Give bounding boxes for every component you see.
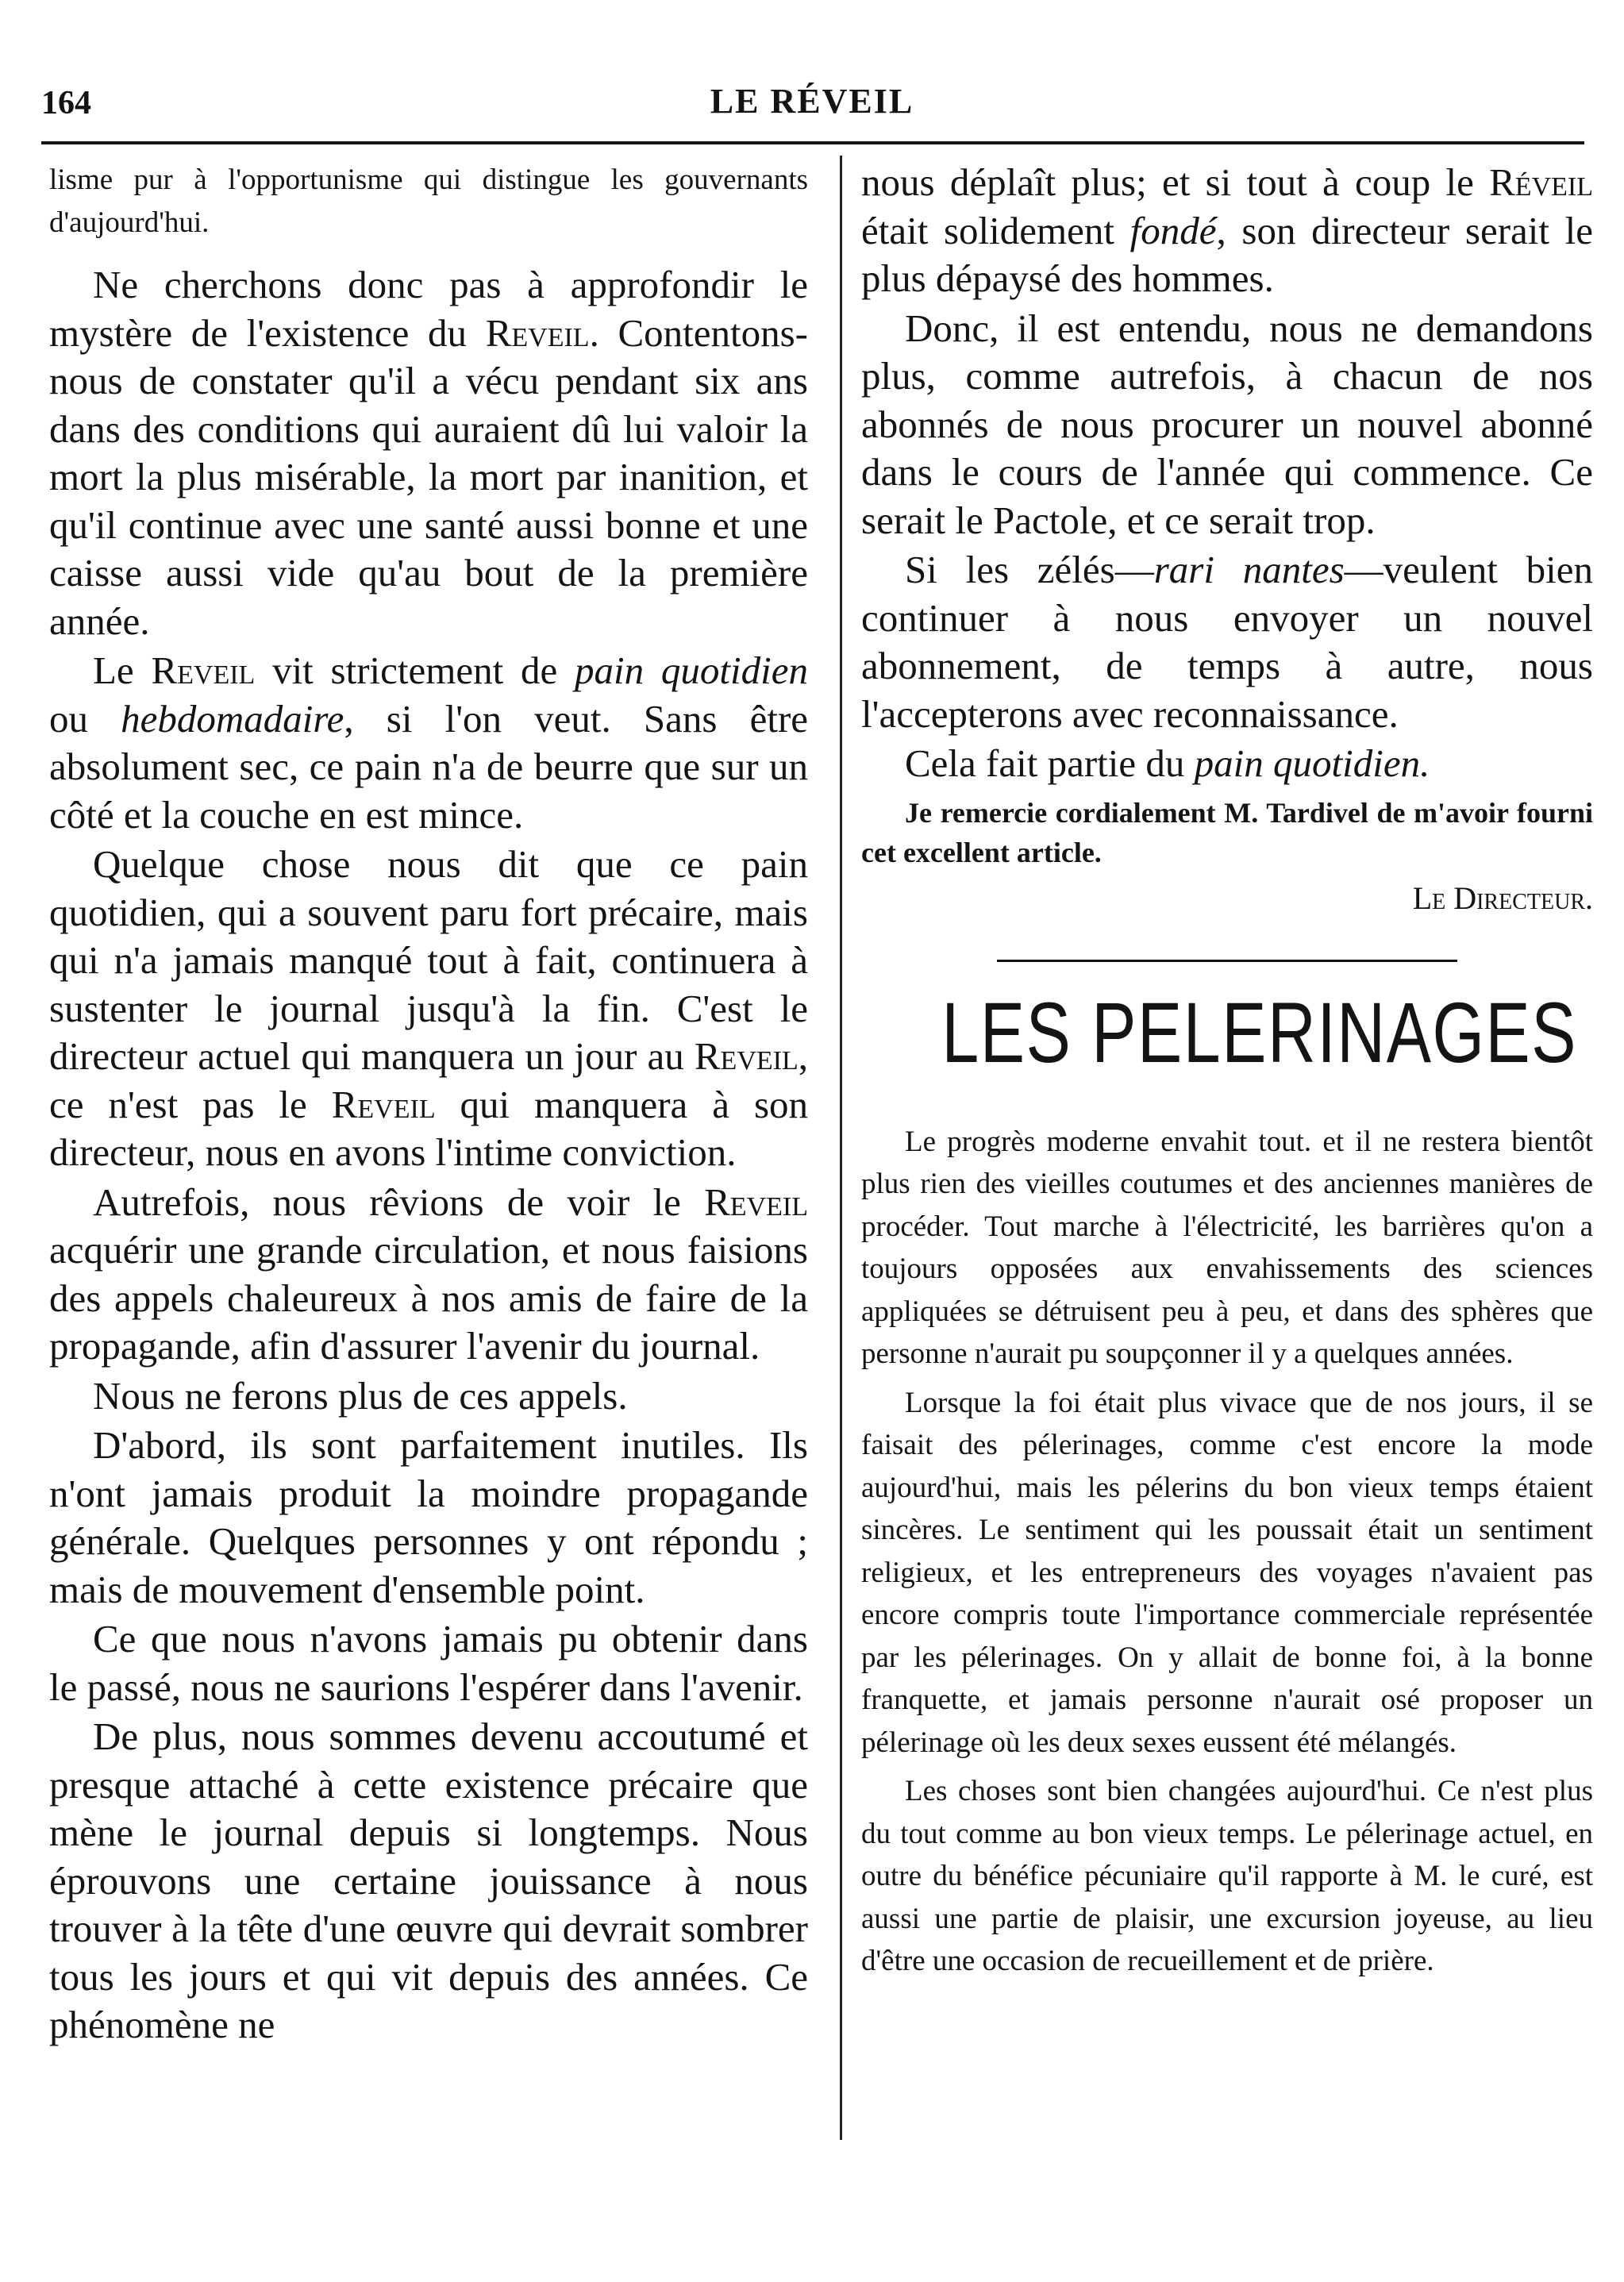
section-rule <box>997 960 1457 962</box>
paragraph: D'abord, ils sont parfaitement inutiles. Ils n'ont jamais produit la moindre propagande générale. Quelques personnes y ont répondu ; mais de mouvement d'ensemble point. <box>49 1423 808 1611</box>
paragraph: Les choses sont bien changées aujourd'hui. Ce n'est plus du tout comme au bon vieux temps. Le pélerinage actuel, en outre du bénéfice pécuniaire qu'il rapporte à M. le curé, est aussi une partie de plaisir, une excursion joyeuse, au lieu d'être une occasion de recueillement et de prière. <box>861 1775 1593 1977</box>
paragraph: Donc, il est entendu, nous ne demandons plus, comme autrefois, à chacun de nos abonnés de nous procurer un nouvel abonné dans le cours de l'année qui commence. Ce serait le Pactole, et ce serait trop. <box>861 306 1593 542</box>
editor-note: Je remercie cordialement M. Tardivel de m'avoir fourni cet excellent article. <box>861 796 1593 868</box>
signature: Le Directeur. <box>1412 879 1593 916</box>
paragraph: Si les zélés—rari nantes—veulent bien continuer à nous envoyer un nouvel abonnement, de temps à autre, nous l'accepterons avec reconnaissance. <box>861 548 1593 736</box>
paragraph: Nous ne ferons plus de ces appels. <box>93 1373 628 1418</box>
paragraph: De plus, nous sommes devenu accoutumé et presque attaché à cette existence précaire que mène le journal depuis si longtemps. Nous éprouvons une certaine jouissance à nous trouver à la tête d'une œuvre qui devrait sombrer tous les jours et qui vit depuis des années. Ce phénomène ne <box>49 1714 808 2046</box>
paragraph: lisme pur à l'opportunisme qui distingue les gouvernants d'aujourd'hui. <box>49 164 808 239</box>
paragraph: Quelque chose nous dit que ce pain quotidien, qui a souvent paru fort précaire, mais qui n'a jamais manqué tout à fait, continuera à sustenter le journal jusqu'à la fin. C'est le directeur actuel qui manquera un jour au Reveil, ce n'est pas le Reveil qui manquera à son directeur, nous en avons l'intime conviction. <box>49 842 809 1174</box>
paragraph: Ne cherchons donc pas à approfondir le mystère de l'existence du Reveil. Contentons-nous de constater qu'il a vécu pendant six ans dans des conditions qui auraient dû lui valoir la mort la plus misérable, la mort par inanition, et qu'il continue avec une santé aussi bonne et une caisse aussi vide qu'au bout de la première année. <box>49 263 809 643</box>
paragraph: Le progrès moderne envahit tout. et il ne restera bientôt plus rien des vieilles coutumes et des anciennes manières de procéder. Tout marche à l'électricité, les barrières qu'on a toujours opposées aux envahissements des sciences appliquées se détruisent peu à peu, et dans des sphères que personne n'aurait pu soupçonner il y a quelques années. <box>861 1125 1593 1370</box>
page-number: 164 <box>41 85 91 121</box>
paragraph: Le Reveil vit strictement de pain quotidien ou hebdomadaire, si l'on veut. Sans être absolument sec, ce pain n'a de beurre que sur un côté et la couche en est mince. <box>49 648 809 837</box>
page-title: LE RÉVEIL <box>710 82 914 121</box>
paragraph: nous déplaît plus; et si tout à coup le Réveil était solidement fondé, son directeur serait le plus dépaysé des hommes. <box>861 160 1594 300</box>
article-headline: LES PELERINAGES <box>941 983 1578 1080</box>
header-rule <box>41 141 1584 144</box>
paragraph: Autrefois, nous rêvions de voir le Reveil acquérir une grande circulation, et nous faisions des appels chaleureux à nos amis de faire de la propagande, afin d'assurer l'avenir du journal. <box>49 1179 808 1368</box>
right-column <box>861 159 1593 1983</box>
column-divider <box>840 156 842 2140</box>
left-column <box>49 159 808 2049</box>
paragraph: Cela fait partie du pain quotidien. <box>905 741 1430 785</box>
paragraph: Lorsque la foi était plus vivace que de nos jours, il se faisait des pélerinages, comme c'est encore la mode aujourd'hui, mais les pélerins du bon vieux temps étaient sincères. Le sentiment qui les poussait était un sentiment religieux, et les entrepreneurs des voyages n'avaient pas encore compris toute l'importance commerciale représentée par les pélerinages. On y allait de bonne foi, à la bonne franquette, et jamais personne n'aurait osé proposer un pélerinage où les deux sexes eussent été mélangés. <box>861 1386 1593 1759</box>
paragraph: Ce que nous n'avons jamais pu obtenir dans le passé, nous ne saurions l'espérer dans l'avenir. <box>49 1617 808 1709</box>
